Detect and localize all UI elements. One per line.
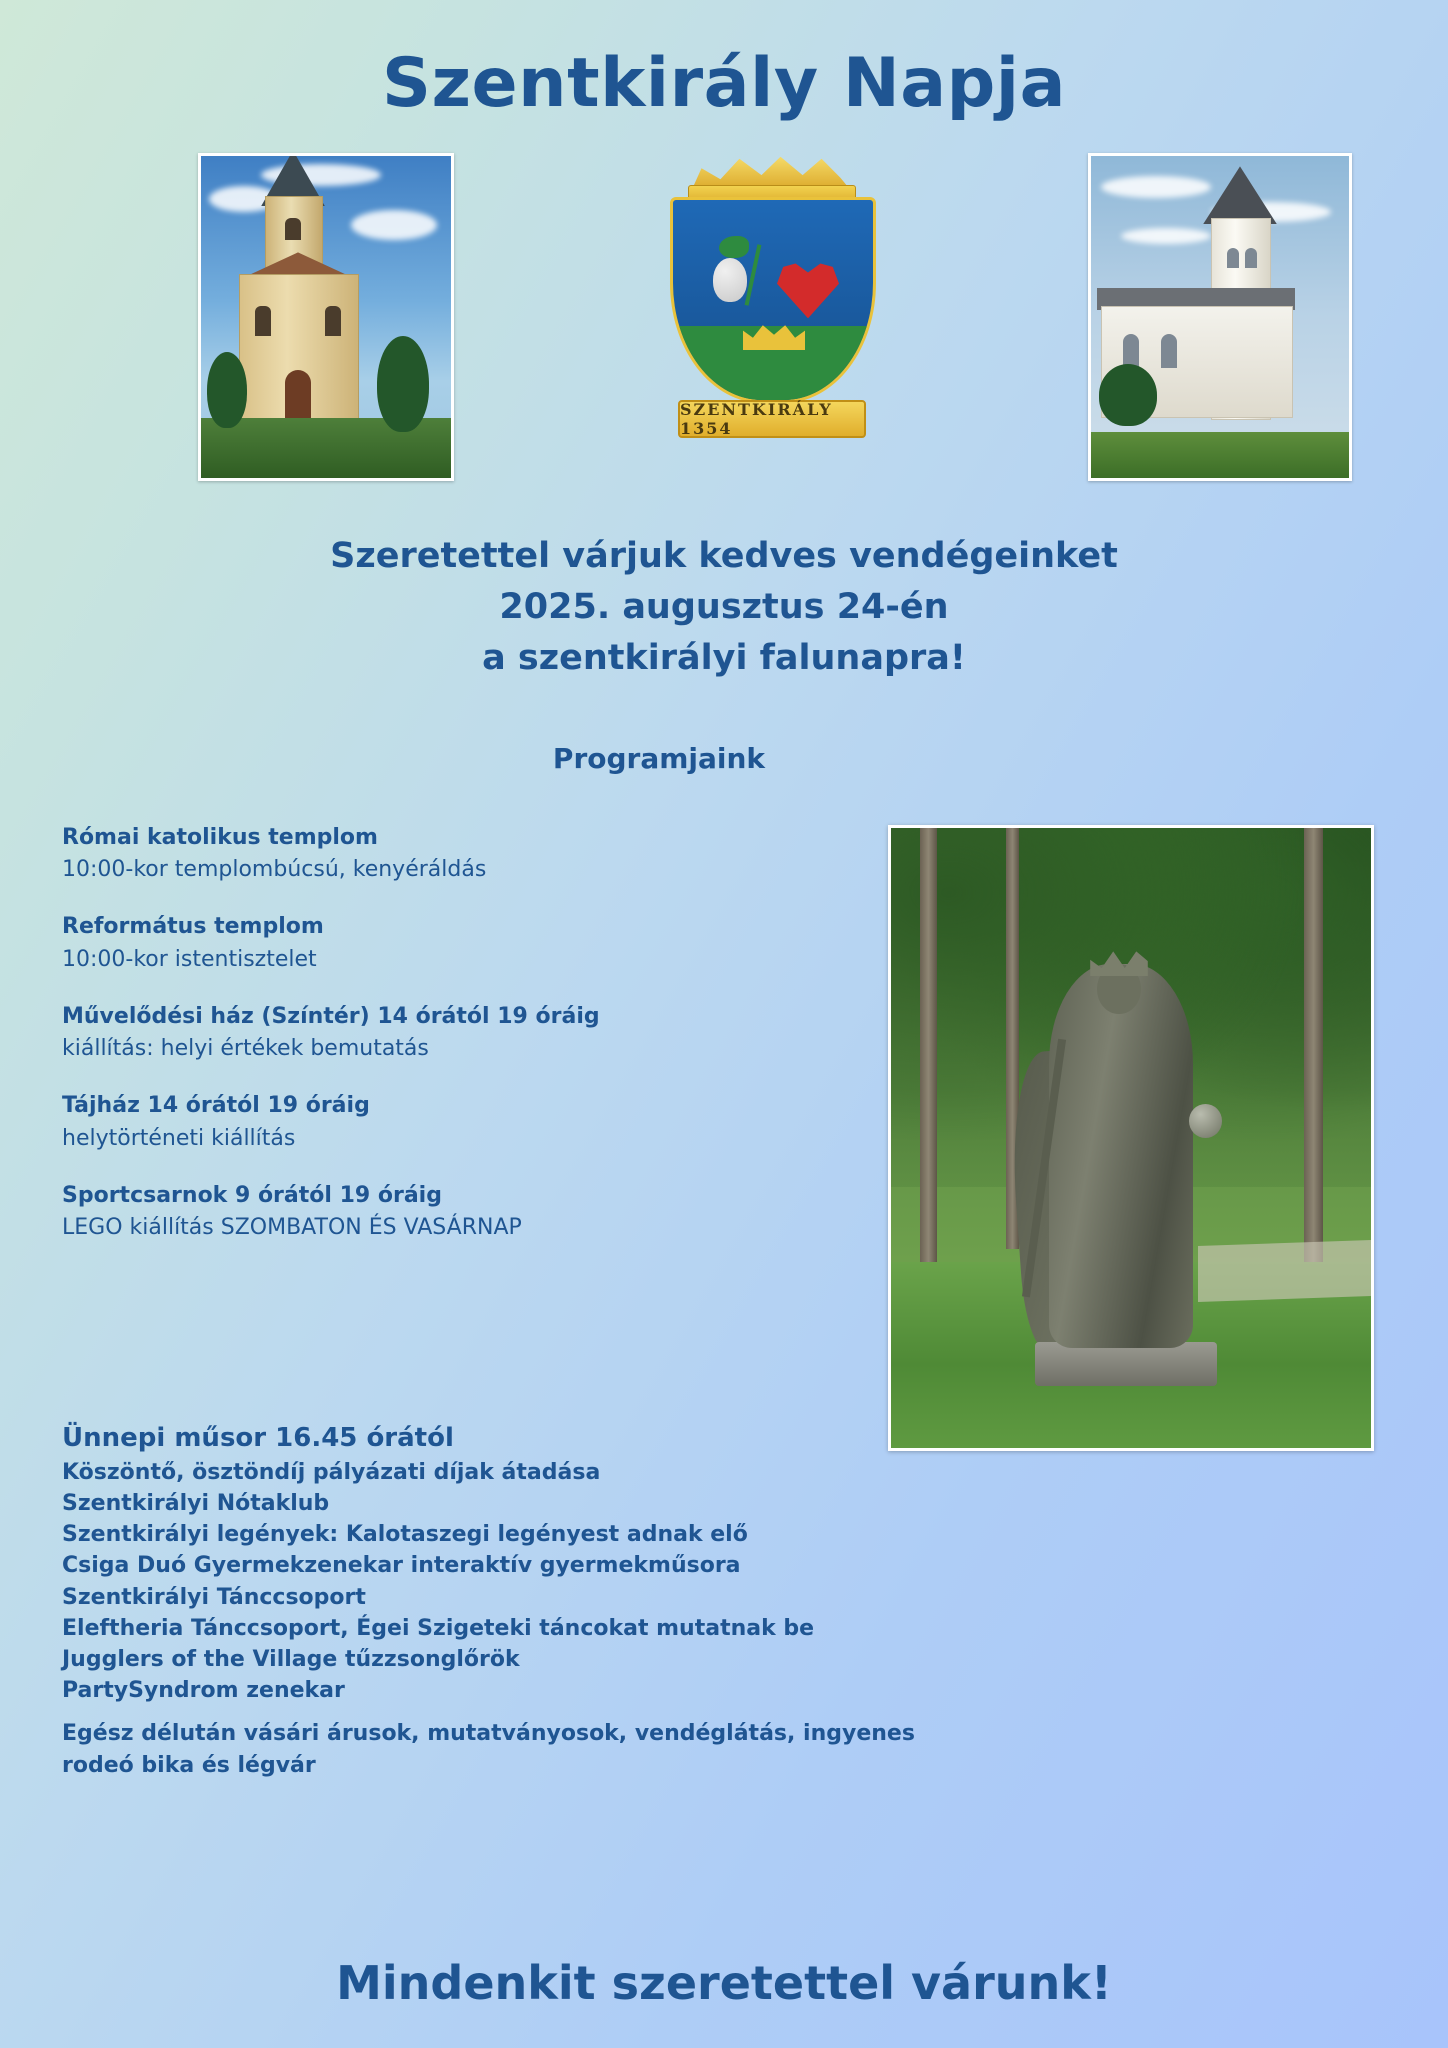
show-line: Köszöntő, ösztöndíj pályázati díjak átadása (62, 1459, 601, 1485)
tower-window (1245, 248, 1257, 268)
nave-window (1123, 334, 1139, 368)
show-line: Szentkirályi Tánccsoport (62, 1584, 366, 1610)
show-line: Jugglers of the Village tűzzsonglőrök (62, 1647, 520, 1673)
show-line: PartySyndrom zenekar (62, 1678, 345, 1704)
program-detail: 10:00-kor templombúcsú, kenyéráldás (62, 857, 487, 883)
tree-trunk (920, 828, 937, 1274)
footer-slogan: Mindenkit szeretettel várunk! (336, 1956, 1112, 2010)
tower-window (285, 218, 301, 240)
program-detail: 10:00-kor istentisztelet (62, 946, 317, 972)
statue-orb-icon (1189, 1104, 1223, 1138)
list-item (62, 823, 852, 886)
list-item (62, 1002, 852, 1065)
festive-show-block (62, 1423, 962, 1707)
show-heading: Ünnepi műsor 16.45 órától (62, 1422, 454, 1453)
vine-leaf-icon (719, 236, 749, 258)
show-line: Csiga Duó Gyermekzenekar interaktív gyermekműsora (62, 1553, 741, 1579)
grape-cluster-icon (713, 258, 747, 302)
catholic-church-photo (198, 153, 454, 481)
extra-line-2: rodeó bika és légvár (62, 1752, 316, 1778)
welcome-line-3: a szentkirályi falunapra! (482, 637, 966, 678)
welcome-line-1: Szeretettel várjuk kedves vendégeinket (330, 536, 1118, 577)
church-door (285, 370, 311, 424)
extra-info-block (62, 1718, 1022, 1782)
coat-of-arms (660, 145, 880, 490)
tree-trunk (1304, 828, 1323, 1299)
program-title: Református templom (62, 914, 324, 940)
body-area (0, 823, 1448, 1778)
heart-icon (777, 262, 839, 318)
program-title: Művelődési ház (Színtér) 14 órától 19 óráig (62, 1003, 600, 1029)
crest-ribbon-label: SZENTKIRÁLY 1354 (678, 400, 866, 438)
show-line: Szentkirályi Nótaklub (62, 1490, 330, 1516)
statue-pedestal (1035, 1342, 1217, 1385)
list-item (62, 1091, 852, 1154)
ground (1091, 432, 1349, 478)
program-list (62, 823, 852, 1270)
crown-peaks (692, 155, 850, 189)
welcome-line-2: 2025. augusztus 24-én (499, 587, 949, 628)
spire-cross-icon (290, 153, 293, 154)
page-title: Szentkirály Napja (381, 44, 1067, 123)
program-title: Tájház 14 órától 19 óráig (62, 1093, 370, 1119)
reformed-church-photo (1088, 153, 1352, 481)
list-item (62, 1181, 852, 1244)
header-image-row (0, 145, 1448, 475)
program-title: Római katolikus templom (62, 824, 378, 850)
tree-icon (377, 336, 429, 432)
program-detail: helytörténeti kiállítás (62, 1125, 296, 1151)
tower-window (1227, 248, 1239, 268)
vine-stem (745, 245, 762, 306)
program-detail: kiállítás: helyi értékek bemutatás (62, 1036, 429, 1062)
show-line: Szentkirályi legények: Kalotaszegi legényest adnak elő (62, 1522, 748, 1548)
program-title: Sportcsarnok 9 órától 19 óráig (62, 1182, 442, 1208)
saint-king-statue-photo (888, 825, 1374, 1451)
nave-window (1161, 334, 1177, 368)
extra-line-1: Egész délután vásári árusok, mutatványosok, vendéglátás, ingyenes (62, 1720, 915, 1746)
program-detail: LEGO kiállítás SZOMBATON ÉS VASÁRNAP (62, 1215, 522, 1241)
nave-window (255, 306, 271, 336)
tree-icon (207, 352, 247, 428)
list-item (62, 912, 852, 975)
nave-window (325, 306, 341, 336)
programs-heading: Programjaink (552, 741, 766, 775)
show-line: Eleftheria Tánccsoport, Égei Szigeteki táncokat mutatnak be (62, 1615, 815, 1641)
shield (670, 197, 876, 403)
welcome-block (0, 531, 1448, 683)
path (1198, 1240, 1371, 1302)
tree-icon (1099, 364, 1157, 426)
statue-body (1049, 964, 1193, 1348)
